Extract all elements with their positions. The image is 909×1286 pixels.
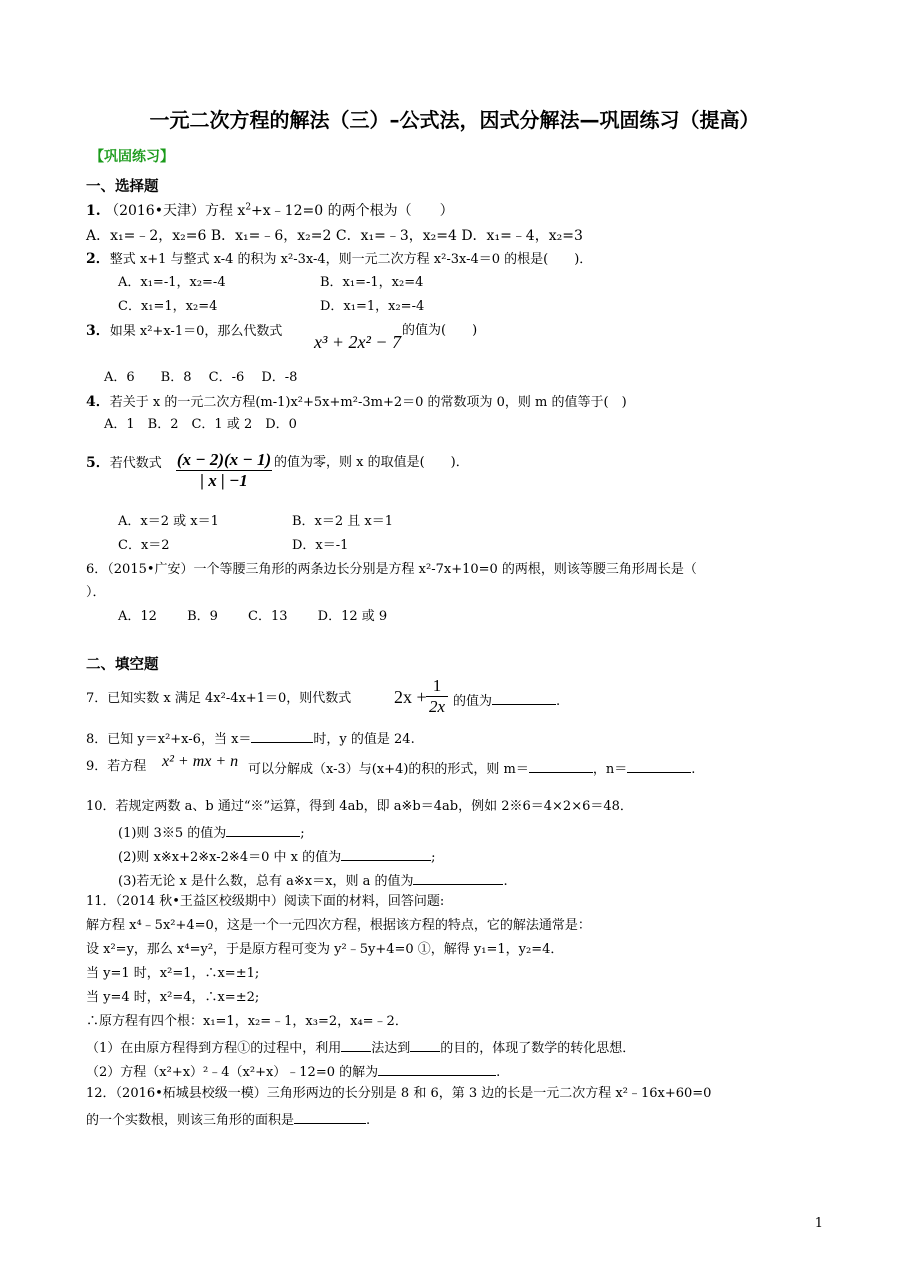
fraction <box>426 676 448 717</box>
question-1-post: +x﹣12=0 的两个根为（ ） <box>251 203 454 219</box>
answer-blank[interactable] <box>410 1037 440 1052</box>
question-4 <box>86 393 627 412</box>
fraction-denominator: 2x <box>428 697 446 716</box>
question-9-mid2: ，n＝ <box>592 762 628 777</box>
question-12-line-2: 的一个实数根，则该三角形的面积是 . <box>86 1109 370 1130</box>
question-1-options: A．x₁=﹣2，x₂=6 B．x₁=﹣6，x₂=2 C．x₁=﹣3，x₂=4 D．x₁=﹣4，x₂=3 <box>86 228 583 244</box>
question-8-pre: 8．已知 y＝x²+x-6，当 x＝ <box>86 732 252 747</box>
question-7-post: 的值为 . <box>453 690 560 711</box>
fraction <box>176 450 272 491</box>
question-11-line: 当 y=1 时，x²=1，∴x=±1; <box>86 966 260 981</box>
part-text: 的一个实数根，则该三角形的面积是 <box>86 1113 295 1128</box>
question-1-pre: （2016•天津）方程 x <box>105 203 246 219</box>
option-b: B．x＝2 且 x＝1 <box>292 514 394 529</box>
question-7-pre: 7．已知实数 x 满足 4x²-4x+1＝0，则代数式 <box>86 691 352 706</box>
option-c: C．x₁=1，x₂=4 <box>118 299 218 314</box>
question-8 <box>86 728 415 749</box>
fraction-denominator: | x | −1 <box>200 471 248 490</box>
part-text: （1）在由原方程得到方程①的过程中，利用 <box>86 1041 342 1056</box>
question-8-post: 时，y 的值是 24. <box>313 732 415 747</box>
expression: x³ + 2x² − 7 <box>314 332 402 352</box>
question-9-pre: 9．若方程 <box>86 759 147 774</box>
question-11-line: 设 x²=y，那么 x⁴=y²，于是原方程可变为 y²﹣5y+4=0 ①，解得 y₁=1，y₂=4． <box>86 942 564 957</box>
fraction-numerator: (x − 2)(x − 1) <box>176 450 272 469</box>
part-text: （2）方程（x²+x）²﹣4（x²+x）﹣12=0 的解为 <box>86 1065 379 1080</box>
question-5-pre: 若代数式 <box>109 456 162 471</box>
option-b: B．x₁=-1，x₂=4 <box>320 275 424 290</box>
part-text: (3)若无论 x 是什么数，总有 a※x＝x，则 a 的值为 <box>118 874 414 889</box>
answer-blank[interactable] <box>341 846 431 861</box>
answer-blank[interactable] <box>294 1109 366 1124</box>
answer-blank[interactable] <box>226 822 300 837</box>
question-4-text: 若关于 x 的一元二次方程(m-1)x²+5x+m²-3m+2＝0 的常数项为 0，则 m 的值等于( ) <box>109 395 627 410</box>
question-4-options: A．1 B．2 C．1 或 2 D．0 <box>104 417 297 432</box>
option-d: D．x₁=1，x₂=-4 <box>320 299 425 314</box>
answer-blank[interactable] <box>413 870 503 885</box>
question-number: 3． <box>86 323 110 339</box>
question-3-pre: 如果 x²+x-1＝0，那么代数式 <box>109 324 283 339</box>
expression-part: 2x + <box>394 687 427 707</box>
question-11-part-2: （2）方程（x²+x）²﹣4（x²+x）﹣12=0 的解为 . <box>86 1061 500 1082</box>
question-10: 10．若规定两数 a、b 通过“※”运算，得到 4ab，即 a※b＝4ab，例如 2※6＝4×2×6＝48． <box>86 799 633 814</box>
part-text: 的目的，体现了数学的转化思想． <box>440 1041 636 1056</box>
question-number: 2． <box>86 251 110 267</box>
part-text: (1)则 3※5 的值为 <box>118 826 227 841</box>
question-9-mid: 可以分解成（x-3）与(x+4)的积的形式，则 m＝ <box>248 762 529 777</box>
answer-blank[interactable] <box>492 690 556 705</box>
answer-blank[interactable] <box>529 758 593 773</box>
section-choice-heading: 一、选择题 <box>86 179 159 195</box>
page-title: 一元二次方程的解法（三）–公式法，因式分解法—巩固练习（提高） <box>149 108 760 132</box>
fraction-numerator: 1 <box>432 676 442 695</box>
question-2-text: 整式 x+1 与整式 x-4 的积为 x²-3x-4，则一元二次方程 x²-3x-4＝0 的根是( )． <box>109 252 593 267</box>
part-text: 法达到 <box>371 1041 411 1056</box>
expression: x² + mx + n <box>162 753 239 770</box>
question-11-line: 解方程 x⁴﹣5x²+4=0，这是一个一元四次方程，根据该方程的特点，它的解法通常是： <box>86 918 591 933</box>
option-a: A．x₁=-1，x₂=-4 <box>118 275 226 290</box>
question-11-line: 当 y=4 时，x²=4，∴x=±2; <box>86 990 260 1005</box>
question-1: 1. （2016•天津）方程 $x^2+x﹣12=0$ 的两个根为（ ） <box>86 202 454 219</box>
part-text: (2)则 x※x+2※x-2※4＝0 中 x 的值为 <box>118 850 342 865</box>
question-10-part-1: (1)则 3※5 的值为 ; <box>118 822 305 843</box>
option-a: A．x＝2 或 x＝1 <box>118 514 219 529</box>
answer-blank[interactable] <box>627 758 691 773</box>
question-number: 1. <box>86 203 101 219</box>
section-fill-heading: 二、填空题 <box>86 657 159 673</box>
question-3 <box>86 322 282 341</box>
question-7-post-text: 的值为 <box>453 694 493 709</box>
question-2 <box>86 250 592 269</box>
question-3-post: 的值为( ) <box>402 323 478 338</box>
question-number: 4． <box>86 394 110 410</box>
question-11-part-1 <box>86 1037 635 1058</box>
option-d: D．x＝-1 <box>292 538 349 553</box>
question-10-part-3: (3)若无论 x 是什么数，总有 a※x＝x，则 a 的值为 . <box>118 870 508 891</box>
question-6-end: ）． <box>86 585 106 600</box>
answer-blank[interactable] <box>341 1037 371 1052</box>
answer-blank[interactable] <box>378 1061 496 1076</box>
question-11: 11．（2014 秋•王益区校级期中）阅读下面的材料，回答问题: <box>86 894 445 909</box>
answer-blank[interactable] <box>251 728 313 743</box>
page-number: 1 <box>814 1216 823 1231</box>
question-5 <box>86 454 162 473</box>
question-5-post: 的值为零，则 x 的取值是( )． <box>274 455 469 470</box>
question-11-line: ∴原方程有四个根：x₁=1，x₂=﹣1，x₃=2，x₄=﹣2． <box>86 1014 408 1029</box>
question-number: 5． <box>86 455 110 471</box>
question-3-options: A．6 B．8 C．-6 D．-8 <box>104 370 298 385</box>
section-tag: 【巩固练习】 <box>90 149 174 165</box>
expression <box>394 688 427 706</box>
question-12: 12．（2016•柘城县校级一模）三角形两边的长分别是 8 和 6，第 3 边的长是一元二次方程 x²﹣16x+60=0 <box>86 1086 712 1101</box>
question-6: 6．（2015•广安）一个等腰三角形的两条边长分别是方程 x²-7x+10=0 的两根，则该等腰三角形周长是（ <box>86 562 697 577</box>
question-10-part-2: (2)则 x※x+2※x-2※4＝0 中 x 的值为 ; <box>118 846 435 867</box>
option-c: C．x＝2 <box>118 538 170 553</box>
question-6-options: A．12 B．9 C．13 D．12 或 9 <box>118 609 388 624</box>
question-9: 可以分解成（x-3）与(x+4)的积的形式，则 m＝ ，n＝ . <box>248 758 695 779</box>
